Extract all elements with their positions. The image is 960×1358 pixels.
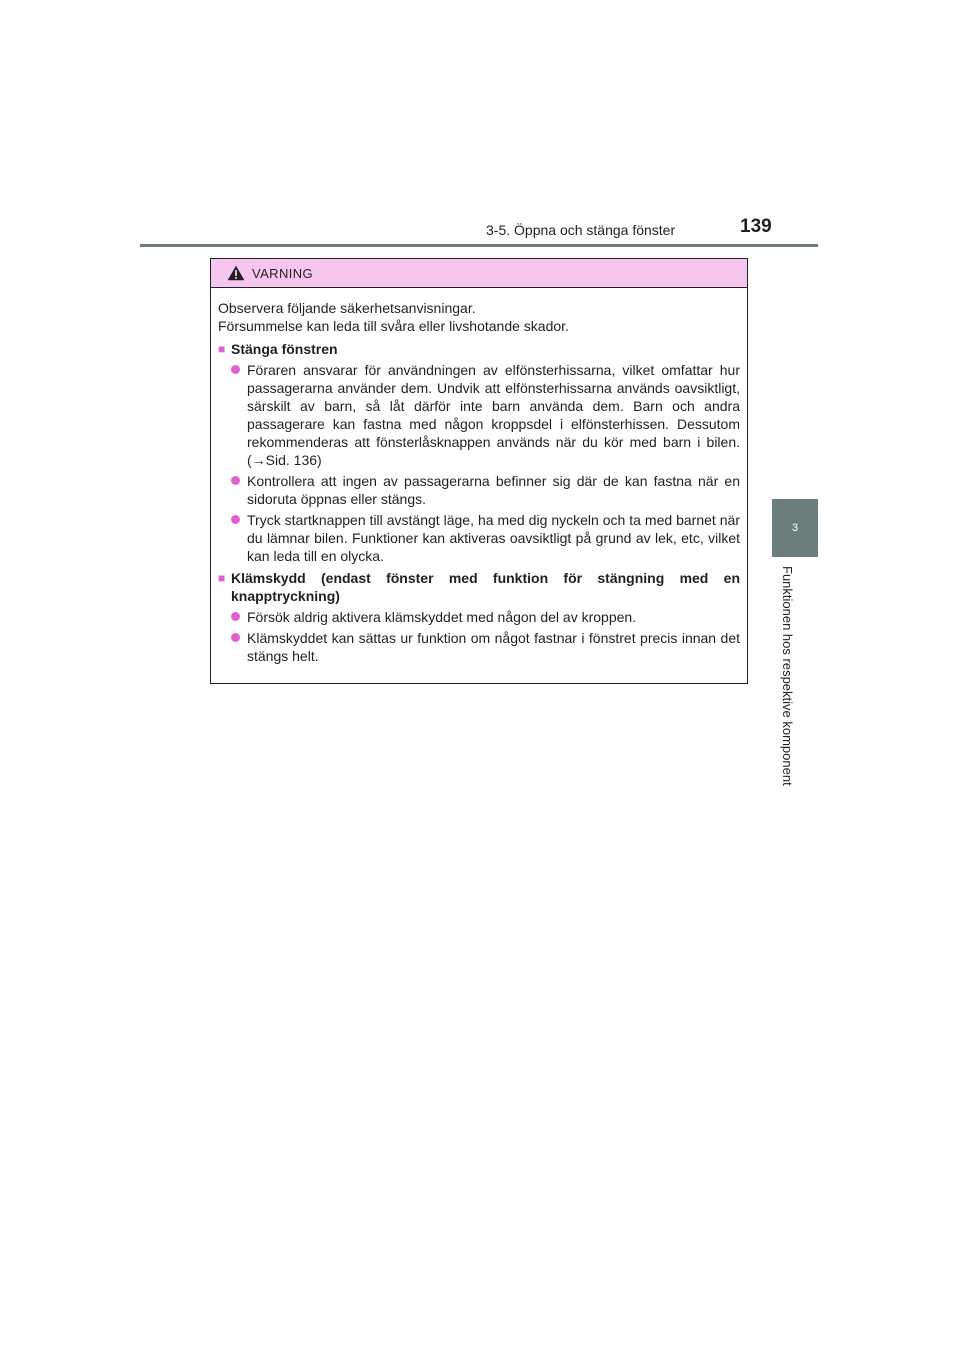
list-item-text: Kontrollera att ingen av passagerarna befinner sig där de kan fastna när en sidoruta öppnas eller stängs. — [247, 473, 740, 507]
page-number: 139 — [740, 216, 772, 237]
intro-line: Observera följande säkerhetsanvisningar. — [218, 300, 476, 316]
section-title — [218, 569, 740, 605]
intro-line: Försummelse kan leda till svåra eller livshotande skador. — [218, 318, 569, 334]
round-bullet-icon — [231, 365, 240, 374]
round-bullet-icon — [231, 633, 240, 642]
warning-box — [210, 258, 748, 684]
list-item-text: Tryck startknappen till avstängt läge, ha med dig nyckeln och ta med barnet när du lämnar bilen. Funktioner kan aktiveras oavsiktligt på grund av lek, etc, vilket kan leda till en olycka. — [247, 512, 740, 564]
square-bullet-icon: ■ — [218, 571, 226, 585]
warning-header — [211, 259, 747, 288]
square-bullet-icon: ■ — [218, 342, 226, 356]
chapter-tab-number: 3 — [791, 522, 799, 534]
section-title-text: Stänga fönstren — [231, 341, 338, 357]
round-bullet-icon — [231, 515, 240, 524]
list-item-text: Försök aldrig aktivera klämskyddet med någon del av kroppen. — [247, 609, 637, 625]
warning-label: VARNING — [252, 265, 314, 281]
list-item — [231, 361, 740, 469]
warning-intro — [218, 299, 740, 335]
chapter-tab[interactable] — [772, 499, 818, 557]
round-bullet-icon — [231, 476, 240, 485]
section-title — [218, 340, 740, 358]
warning-triangle-icon — [227, 265, 245, 281]
chapter-tab-label: Funktionen hos respektive komponent — [780, 566, 795, 786]
list-item-text: Klämskyddet kan sättas ur funktion om något fastnar i fönstret precis innan det stängs helt. — [247, 630, 740, 664]
section-title-text: Klämskydd (endast fönster med funktion för stängning med en knapptryckning) — [231, 570, 740, 604]
list-item — [231, 511, 740, 565]
list-item — [231, 629, 740, 665]
round-bullet-icon — [231, 612, 240, 621]
chapter-section-title: 3-5. Öppna och stänga fönster — [486, 222, 676, 238]
header-divider — [140, 244, 818, 247]
list-item-text: Föraren ansvarar för användningen av elfönsterhissarna, vilket omfattar hur passagerarna använder dem. Undvik att elfönsterhissarna används oavsiktligt, särskilt av barn, så låt därför inte barn använda dem. Barn och andra passagerare kan fastna med någon kroppsdel i elfönsterhissen. Dessutom rekommenderas att fönsterlåsknappen används när du kör med barn i bilen. (→Sid. 136) — [247, 362, 740, 468]
list-item — [231, 608, 740, 626]
warning-body — [211, 288, 747, 665]
list-item — [231, 472, 740, 508]
